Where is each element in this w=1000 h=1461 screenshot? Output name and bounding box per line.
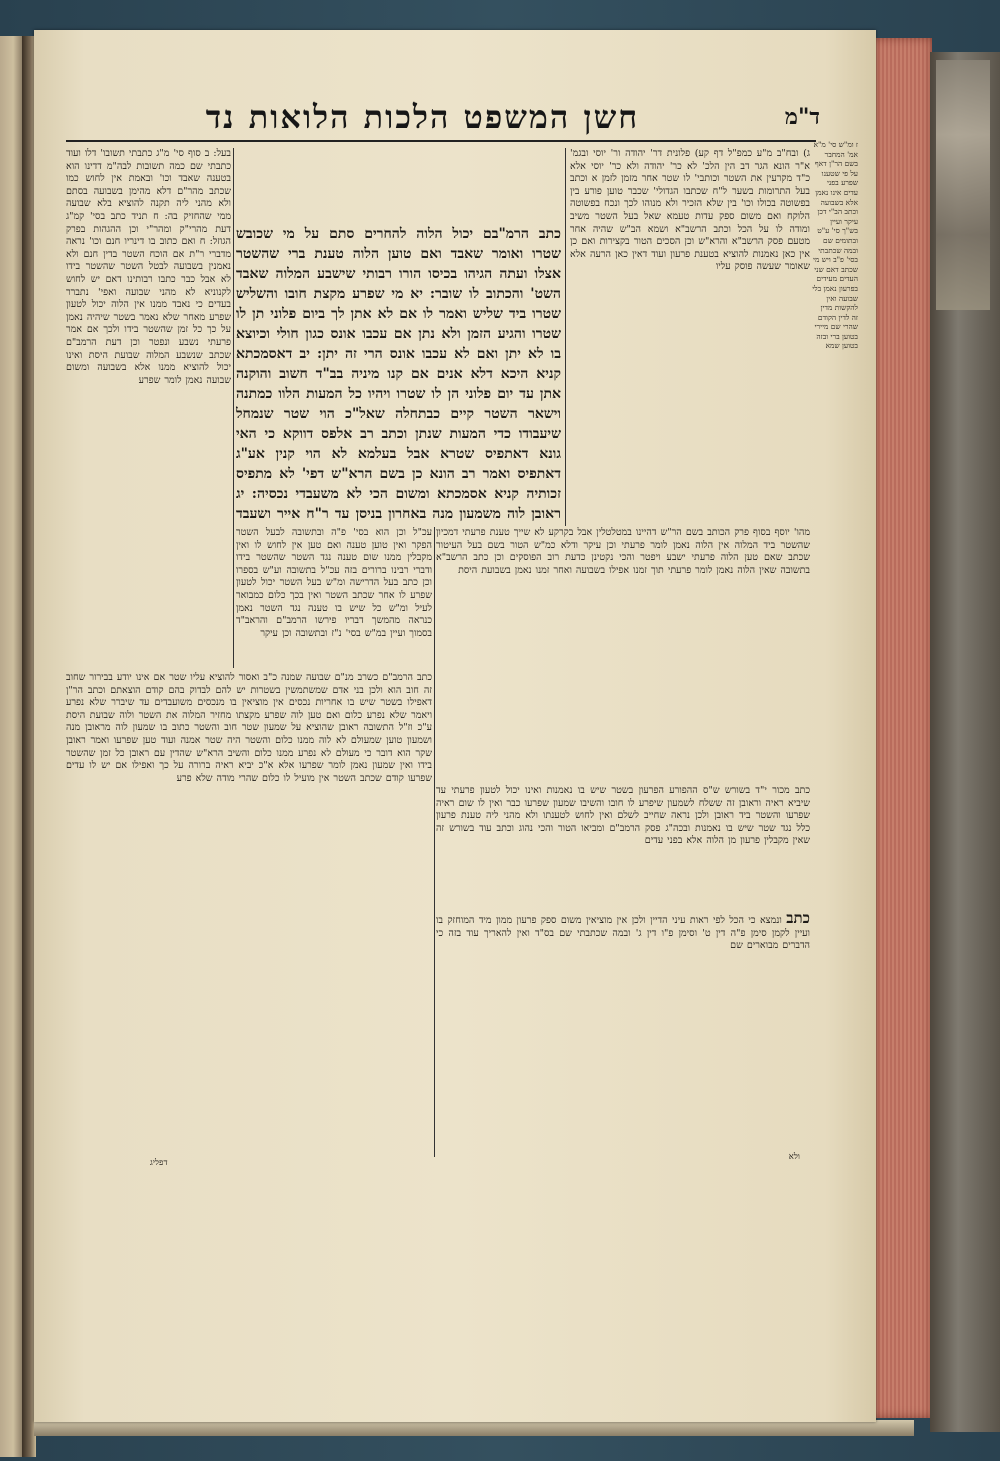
margin-gloss [812, 140, 858, 900]
left-upper-commentary [66, 148, 231, 668]
lower-middle-block [436, 785, 810, 905]
right-column-commentary [570, 148, 810, 526]
page-bottom-edge [34, 1420, 914, 1436]
lower-left-full-text [66, 672, 432, 1162]
main-text-block [236, 224, 561, 524]
lower-left-commentary-text: עכ"ל וכן הוא בסי' פ"ה ובתשובה לבעל השטר הפקר ואין טוען טענה ואם טען אין לחוש לו ואין מקבלין ממנו שום טענה נגד השטר שהשטר בידו ודברי רבינו ברורים בזה עכ"ל בתשובה וע"ש בספרו וכן כתב בעל הדרישה ומ"ש בעל השטר יכול לטעון שפרע לו אחר שכתב השטר ואין בכך כלום כמבואר לעיל ומ"ש כל שיש בו טענה נגד השטר נאמן כנראה מהמשך דבריו פירשו הרמב"ם והראב"ד בסמוך ועיין במ"ש בסי' נ"ז ובתשובה וכן עיקר [236, 527, 432, 639]
lower-left-commentary [236, 527, 432, 669]
column-separator-3 [434, 527, 435, 1157]
right-lower-commentary [436, 527, 810, 782]
lower-left-full-text-body: כתב הרמב"ם כשרב מנ"ם שבועה שמנה כ"ב ואסור להוציא עליו שטר אם אינו יודע בבירור שחוב זה חוב הוא ולכן בני אדם שמשתמשין בשטרות יש להם לבדוק בהם קודם הוצאתם וכתב הר"ן דאפילו בשטר שיש בו אחריות נכסים אין מוציאין בו מנכסים משועבדים עד שיברר שלא נפרע ויאמר שלא נפרע כלום ואם טען לוה שפרע מקצתו מחזיר המלוה את השטר ולוה שבועת היסת ע"כ וז"ל התשובה ראובן שהוציא על שמעון שטר חוב והשטר כתוב בו שמעון לוה מראובן מנה ושמעון טוען שמעולם לא לוה ממנו כלום והשטר היה שטר אמנה ועוד טען שפרעו ואמר ראובן שקר הוא דובר כי מעולם לא נפרע ממנו כלום והשיב הרא"ש שהדין עם ראובן כל זמן שהשטר בידו ואין שמעון נאמן לומר שפרעו אלא א"כ יביא ראיה ברורה על כך ואפילו אם יש לו עדים שפרעו קודם שכתב השטר אין מועיל לו כלום שהרי מודה שלא פרע [66, 672, 432, 784]
left-upper-commentary-text: בעל: ב סוף סי' מ"ג כתבתי תשובו' דלו ועוד כתבתי שם כמה תשובות לבה"מ דדינו הוא בטענה שאבד וכו' ובאמת אין לחוש כמו שכתב מהר"ם דלא מהימן בשבועה בסתם ולא מהני ליה תקנה להוציא בלא שבועה ממי שהחזיק בה: ח תניד כתב בסי' קמ"ג דעת מהרי"ק ומהר"י וכן ההגהות בפרק הגוזל: ח ואם כתוב בו דינריו חנם וכו' נראה מדברי ר"ת אם הוכח השטר בדין חנם ולא נאמנין בשבועה לבטל השטר שהשטר בידו לא אבל כבר כתבו רבותינו דאם יש לחוש לקנוניא לא מהני שבועה ואפי' נתברר בעדים כי נאבד ממנו אין הלוה יכול לטעון שפרע מאחר שלא נאמר בשטר שיהיה נאמן על כך כל זמן שהשטר בידו ולכך אם אמר פרעתי נשבע ונפטר וכן דעת הרמב"ם שכתב שנשבע המלוה שבועת היסת ואינו יכול להוציא ממנו אלא בשבועה ומשום שבועה נאמן לומר שפרע [66, 148, 231, 386]
folio: ד"מ [784, 104, 820, 130]
margin-gloss-text: ז ומ"ש סי' מ"א אמ' המחבר בשם הר"ן דאף על פי שטענו שפרע בפני עדים אינו נאמן אלא בשבועה וכתב הב"י דכן עיקר ועיין בש"ך סי' ע"ט ובתומים שם ובמה שכתבתי בסי' פ"ב ויש מי שכתב דאם שני העדים מעידים בפרעון נאמן בלי שבועה ואין להקשות מדין זה לדין הקודם שהרי שם מיירי בטוען ברי ובזה בטוען שמא [812, 140, 858, 351]
main-text: כתב הרמ"בם יכול הלוה להחרים סתם על מי שכובש שטרו ואומר שאבד ואם טוען הלוה טענת ברי שהשטר אצלו ועתה הגיהו בכיסו הורו רבותי שישבע המלוה שאבד השט' והכתוב לו שובר: יא מי שפרע מקצת חובו והשליש שטרו ביד שליש ואמר לו אם לא אתן לך ביום פלוני תן לו שטרו והגיע הזמן ולא נתן אם עכבו אונס כגון חולי וכיוצא בו לא יתן ואם לא עכבו אונס הרי זה יתן: יב דאסמכתא קניא היכא דלא אנים אם קנו מיניה בב"ד חשוב והוקנה אתן עד יום פלוני הן לו שטרו ויהיו כל המעות הלוו כמתנה וישאר השטר קיים כבתחלה שאל"כ הוי שטר שנמחל שיעבודו כדי המעות שנתן וכתב רב אלפס דווקא כי האי גונא דאתפיס שטרא אבל בעלמא לא הוי קנין אע"ג דאתפיס ואמר רב הונא כן בשם הרא"ש דפי' לא מתפיס זכותיה קניא אסמכתא ומשום הכי לא משעבדי נכסיה: יג ראובן לוה משמעון מנה באחרון בניסן עד ר"ח אייר ושעבד [236, 226, 561, 522]
right-lower-commentary-text: מהו' יוסף בסוף פרק הכותב בשם הר"ש דהיינו במטלטלין אבל בקרקע לא שייך טענת פרעתי דמכיון שהשטר ביד המלוה אין הלוה נאמן לומר פרעתי וכן עיקר ודלא כמ"ש הטור בשם בעל העיטור שכתב שאם טען הלוה פרעתי ישבע ויפטר והכי נקטינן כדעת רוב הפוסקים וכן כתב הרשב"א בתשובה שאין הלוה נאמן לומר פרעתי תוך זמנו אפילו בשבועה ואחר זמנו נאמן בשבועת היסת [436, 527, 810, 576]
previous-page-edge [0, 36, 22, 1457]
catchword-right [740, 1152, 800, 1166]
page-title: חשן המשפט הלכות הלואות נד [205, 98, 640, 136]
running-head [60, 96, 820, 138]
section-label: כתב [786, 912, 810, 927]
column-separator-2 [233, 148, 234, 668]
catchword-left [150, 1158, 210, 1172]
page-block-red-edge [872, 38, 932, 1418]
catchword-left-text: דפליג [150, 1158, 168, 1168]
header-rule [66, 140, 816, 142]
lower-right-section-text: ונמצא כי הכל לפי ראות עיני הדיין ולכן אין מוציאין משום ספק פרעון ממון מיד המוחזק בו ועיין לקמן סימן פ"ה דין ט' וסימן פ"ו דין ג' ובמה שכתבתי שם בס"ד ואין להאריך עוד בזה כי הדברים מבוארים שם [436, 915, 810, 952]
lower-middle-block-text: כתב מכור י"ד בשורש ש"ס ההפורע הפרעון בשטר שיש בו נאמנות ואינו יכול לטעון פרעתי עד שיביא ראיה וראובן זה ששלח לשמעון שיפרע לו חובו והשיבו שמעון שפרעו כבר ואין לו שום ראיה שפרעו והשטר ביד ראובן ולכן נראה שחייב לשלם ואין לחוש לטענתו ולא מהני ליה טענת פרעון כלל נגד שטר שיש בו נאמנות ובכה"ג פסק הרמב"ם ומביאו הטור והכי נהוג וכתב עוד בשורש זה שאין מקבלין פרעון מן הלוה אלא בפני עדים [436, 785, 810, 847]
right-column-text: ג) ובח"ב מ"ע כמפ"ל דף קע) פלונית דר' יהודה ור' יוסי ובגמ' א"ר הונא הגר דב הין הלכ' לא כר' יהודה ולא כר' יוסי אלא כ"ד מקרעין את השטר וכותבי' לו שטר אחר מזמן לזמן א וכתב בעל התרומות בשער ל"ח שכתבו הגדולי' שכבר טוען פורע בין בפשוטה בכולו וכו' בין שלא הזכיר ולא מנוהו לכך ונכח בפשוטה הלוקח ואם משום ספק עדות טעמא שאל בעל השטר משיב ומודה לו על הכל וכתב הרשב"א ושמא הב"ש שהיה אחר מטעם פסק הרשב"א והרא"ש וכן הסכים הטור בקצירות ואם כן אין כאן נאמנות להוציא בטענת פרעון ועוד דאין כאן הרעה אלא שאומר שעשה פוסק עליו [570, 148, 810, 273]
worn-cover-fragment [936, 60, 990, 310]
catchword-right-text: ולא [788, 1152, 800, 1162]
lower-right-section [436, 912, 810, 1152]
column-separator [565, 148, 566, 526]
